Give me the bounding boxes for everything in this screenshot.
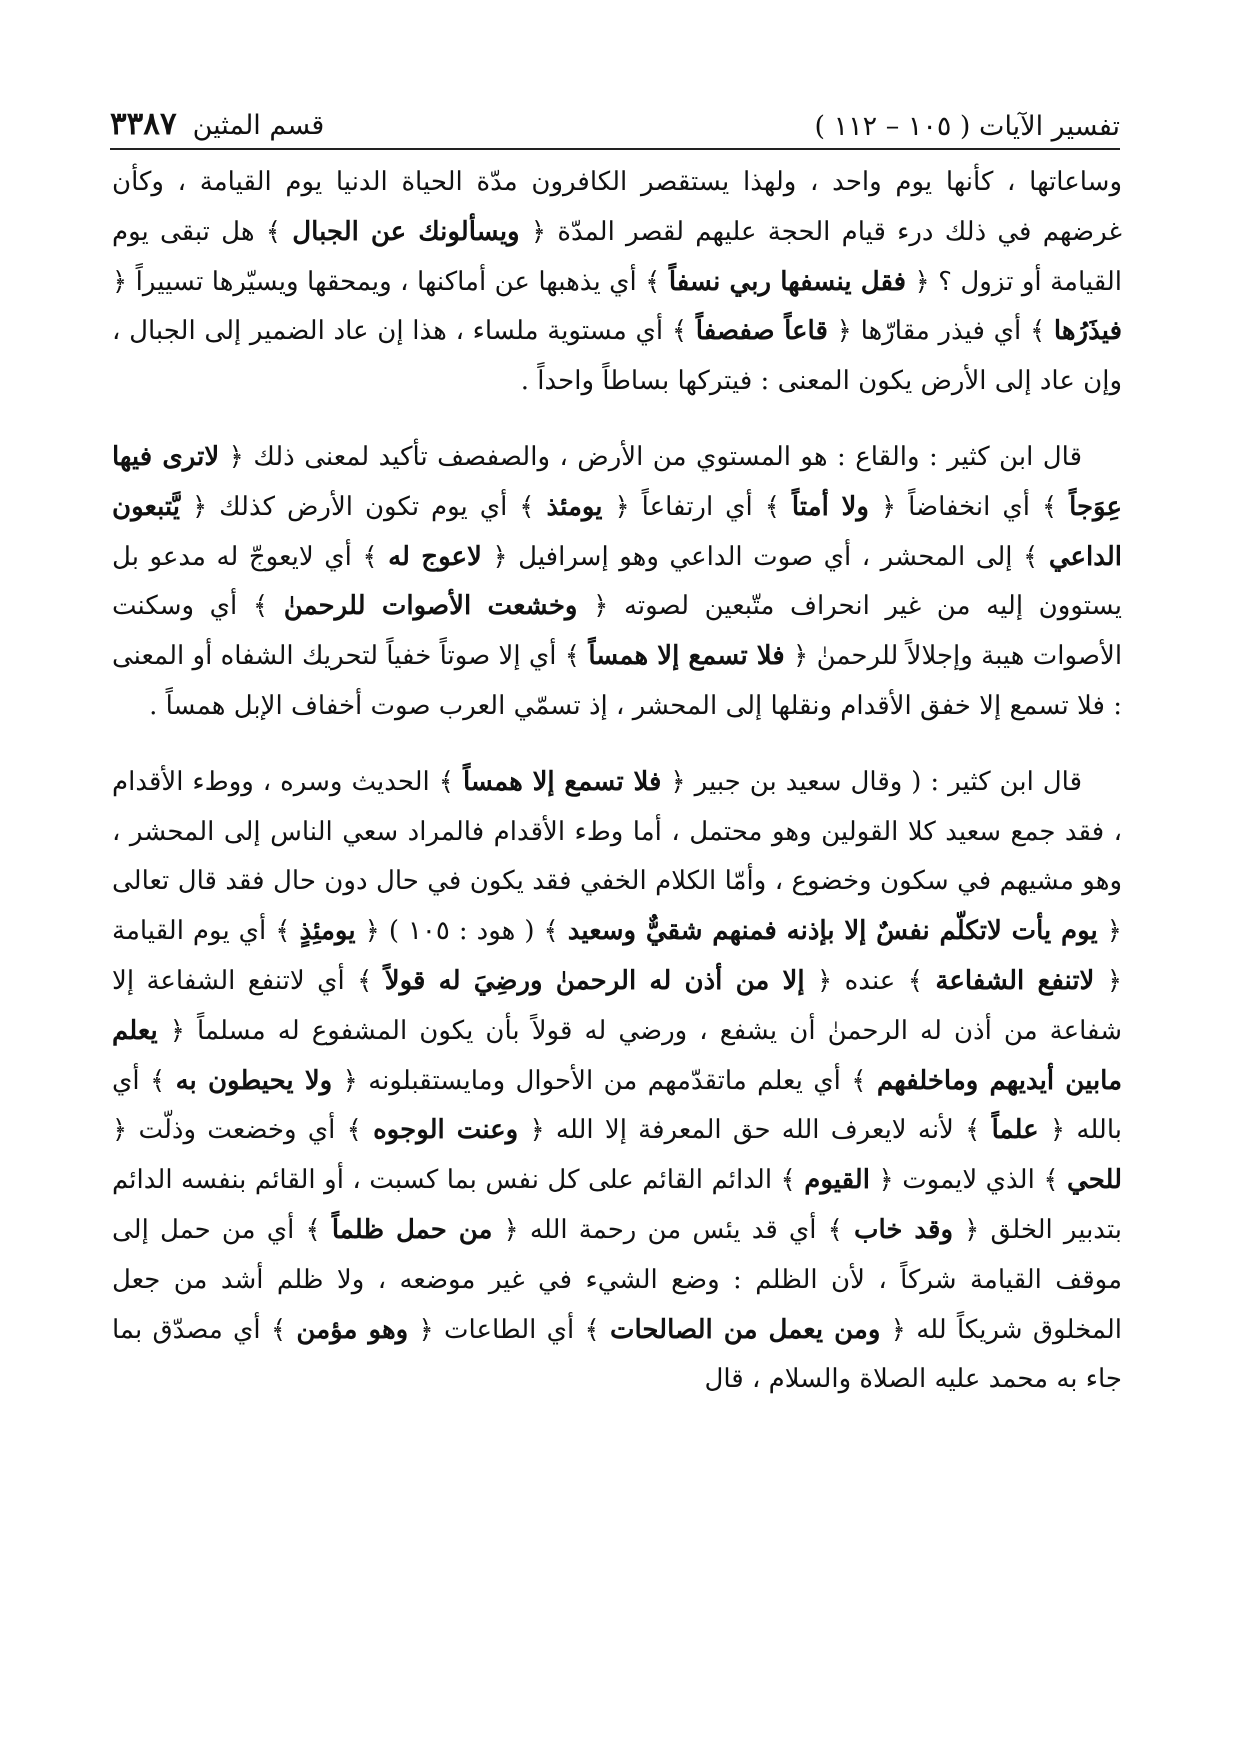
quote-text: لاعوج له (388, 541, 482, 572)
quote-text: إلا من أذن له الرحمنٰ ورضِيَ له قولاً (384, 965, 805, 996)
quote-text: لاتنفع الشفاعة (935, 965, 1095, 996)
quote-text: وخشعت الأصوات للرحمنٰ (283, 591, 578, 622)
commentary-text: أي يوم تكون الأرض كذلك (207, 491, 520, 522)
commentary-text: أي من حمل إلى موقف القيامة شركاً ، لأن الظلم : وضع الشيء في غير موضعه ، ولا ظلم أشد من جعل المخلوق شريكاً لله (112, 1214, 1123, 1345)
paragraph (112, 158, 1122, 407)
quote-open-bracket-icon: ﴿ (219, 441, 244, 472)
quote-text: فقل ينسفها ربي نسفاً (668, 266, 907, 297)
quote-text: قاعاً صفصفاً (695, 316, 828, 347)
quote-text: وهو مؤمن (296, 1314, 409, 1345)
commentary-text: أي ارتفاعاً (629, 491, 765, 522)
quran-quote (765, 492, 896, 522)
quran-quote (357, 966, 832, 996)
quote-open-bracket-icon: ﴿ (1097, 916, 1123, 947)
quote-text: فلا تسمع إلا همساً (588, 641, 785, 672)
quote-text: ويسألونك عن الجبال (292, 216, 520, 247)
header-title: تفسير الآيات ( ١٠٥ – ١١٢ ) (814, 111, 1120, 142)
commentary-text: أي وسكنت الأصوات هيبة وإجلالاً للرحمنٰ (112, 591, 1123, 672)
commentary-text: لأنه لايعرف الله حق المعرفة إلا الله (544, 1115, 966, 1146)
quote-open-bracket-icon: ﴿ (1094, 965, 1123, 996)
quote-close-bracket-icon: ﴾ (907, 965, 936, 996)
commentary-text: أي الطاعات (433, 1314, 585, 1345)
quote-close-bracket-icon: ﴾ (1029, 316, 1054, 347)
quran-quote (266, 217, 546, 247)
quote-open-bracket-icon: ﴿ (869, 1165, 894, 1196)
quote-close-bracket-icon: ﴾ (564, 641, 589, 672)
quote-close-bracket-icon: ﴾ (438, 766, 463, 797)
header-meta-group (110, 106, 324, 142)
quran-quote (828, 1215, 980, 1245)
quote-close-bracket-icon: ﴾ (851, 1065, 877, 1096)
header-rule (110, 148, 1120, 150)
quran-quote (275, 916, 380, 946)
paragraph (112, 758, 1122, 1405)
quote-open-bracket-icon: ﴿ (804, 965, 833, 996)
commentary-text: الدائم القائم على كل نفس بما كسبت ، أو القائم بنفسه الدائم بتدبير الخلق (112, 1165, 1123, 1245)
quran-quote (543, 916, 1122, 946)
quote-close-bracket-icon: ﴾ (671, 316, 696, 347)
quran-quote (253, 591, 608, 621)
quote-close-bracket-icon: ﴾ (1023, 541, 1049, 572)
quran-quote (672, 316, 852, 346)
commentary-text: أي بالله (112, 1065, 1123, 1146)
header-title-group (815, 111, 1120, 142)
quran-quote (150, 1066, 358, 1096)
quote-open-bracket-icon: ﴿ (880, 1314, 906, 1345)
commentary-text: أي مستوية ملساء ، هذا إن عاد الضمير إلى الجبال ، وإن عاد إلى الأرض يكون المعنى : فيتركها بساطاً واحداً . (112, 316, 1122, 397)
page-header (110, 86, 1120, 142)
commentary-text: أي لاتنفع الشفاعة إلا شفاعة من أذن له الرحمنٰ أن يشفع ، ورضي له قولاً بأن يكون المشفوع له مسلماً (112, 965, 1122, 1046)
quote-text: ومن يعمل من الصالحات (610, 1314, 881, 1345)
quote-text: من حمل ظلماً (331, 1214, 493, 1245)
quran-quote (519, 492, 629, 522)
quran-quote (347, 1115, 545, 1145)
quote-close-bracket-icon: ﴾ (965, 1115, 992, 1146)
quran-quote (305, 1215, 518, 1245)
header-section: قسم المثين (192, 110, 325, 141)
quote-text: ولا أمتاً (791, 491, 869, 522)
quote-open-bracket-icon: ﴿ (661, 766, 686, 797)
commentary-text: أي يعلم ماتقدّمهم من الأحوال ومايستقبلونه (357, 1065, 852, 1096)
quote-open-bracket-icon: ﴿ (519, 216, 547, 247)
commentary-text: أي قد يئس من رحمة الله (518, 1214, 828, 1245)
quote-text: يعلم مابين أيديهم وماخلفهم (112, 1015, 1123, 1096)
paragraph (112, 433, 1122, 732)
quran-quote (781, 1165, 894, 1195)
quote-text: وقد خاب (853, 1214, 954, 1245)
commentary-text: قال ابن كثير : ( وقال سعيد بن جبير (685, 766, 1083, 797)
quote-text: للحي (1067, 1165, 1123, 1196)
commentary-text: أي انخفاضاً (896, 491, 1042, 522)
quran-quote (565, 641, 809, 671)
quote-open-bracket-icon: ﴿ (408, 1314, 434, 1345)
quote-text: يَّتبعون الداعي (112, 491, 1123, 572)
quote-close-bracket-icon: ﴾ (305, 1214, 332, 1245)
quote-close-bracket-icon: ﴾ (827, 1214, 854, 1245)
quote-open-bracket-icon: ﴿ (602, 491, 630, 522)
commentary-text: أي يوم القيامة (112, 916, 276, 947)
quote-text: فيذَرُها (1053, 316, 1123, 347)
page-number: ٣٣٨٧ (110, 106, 177, 142)
quote-close-bracket-icon: ﴾ (584, 1314, 610, 1345)
quote-open-bracket-icon: ﴿ (112, 1115, 128, 1146)
quran-quote (439, 767, 686, 797)
quran-quote (965, 1115, 1065, 1145)
quote-text: يوم يأت لاتكلّم نفسٌ إلا بإذنه فمنهم شقيٌّ وسعيد (567, 916, 1098, 947)
commentary-text: أي لايعوجّ له مدعو بل يستوون إليه من غير انحراف متّبعين لصوته (112, 541, 1123, 622)
quote-text: وعنت الوجوه (373, 1115, 519, 1146)
commentary-text: أي وخضعت وذلّت (127, 1115, 347, 1146)
quote-text: القيوم (804, 1165, 870, 1196)
commentary-text: هل تبقى يوم القيامة أو تزول ؟ (112, 216, 1123, 297)
quote-text: لاترى فيها عِوَجاً (112, 441, 1123, 522)
commentary-text: إلى المحشر ، أي صوت الداعي وهو إسرافيل (507, 541, 1024, 572)
quran-quote (362, 542, 507, 572)
quote-open-bracket-icon: ﴿ (953, 1214, 980, 1245)
quote-text: يومئذ (546, 491, 603, 522)
commentary-text: الذي لايموت (893, 1165, 1044, 1196)
quote-open-bracket-icon: ﴿ (492, 1214, 519, 1245)
quote-open-bracket-icon: ﴿ (784, 641, 809, 672)
quote-close-bracket-icon: ﴾ (519, 491, 547, 522)
quote-text: علماً (991, 1115, 1039, 1146)
quote-close-bracket-icon: ﴾ (1043, 1165, 1068, 1196)
quote-open-bracket-icon: ﴿ (355, 916, 380, 947)
quote-open-bracket-icon: ﴿ (332, 1065, 358, 1096)
commentary-text: عنده (832, 965, 908, 996)
quote-close-bracket-icon: ﴾ (362, 541, 389, 572)
commentary-text: ( هود : ١٠٥ ) (379, 916, 544, 947)
quote-text: يومئِذٍ (299, 916, 356, 947)
text-body (112, 158, 1122, 1405)
quote-close-bracket-icon: ﴾ (1041, 491, 1070, 522)
quote-open-bracket-icon: ﴿ (157, 1015, 185, 1046)
commentary-text: الحديث وسره ، ووطء الأقدام ، فقد جمع سعيد كلا القولين وهو محتمل ، أما وطء الأقدام فالمراد سعي الناس إلى المحشر ، وهو مشيهم في سكون وخضوع ، وأمّا الكلام الخفي فقد يكون في حال دون حال فقد قال تعالى (112, 766, 1122, 897)
quote-close-bracket-icon: ﴾ (764, 491, 792, 522)
quote-close-bracket-icon: ﴾ (149, 1065, 176, 1096)
quote-open-bracket-icon: ﴿ (868, 491, 897, 522)
quote-close-bracket-icon: ﴾ (346, 1115, 374, 1146)
quote-close-bracket-icon: ﴾ (543, 916, 568, 947)
quran-quote (908, 966, 1122, 996)
quote-close-bracket-icon: ﴾ (780, 1165, 805, 1196)
commentary-text: أي فيذر مقارّها (851, 316, 1030, 347)
quote-open-bracket-icon: ﴿ (577, 591, 609, 622)
quote-close-bracket-icon: ﴾ (252, 591, 284, 622)
commentary-text: قال ابن كثير : والقاع : هو المستوي من الأرض ، والصفصف تأكيد لمعنى ذلك (243, 441, 1082, 472)
quote-open-bracket-icon: ﴿ (481, 541, 508, 572)
quote-close-bracket-icon: ﴾ (275, 916, 300, 947)
quote-close-bracket-icon: ﴾ (270, 1314, 297, 1345)
quote-open-bracket-icon: ﴿ (1038, 1115, 1066, 1146)
quote-open-bracket-icon: ﴿ (180, 491, 208, 522)
commentary-text: أي مصدّق بما جاء به محمد عليه الصلاة والسلام ، قال (112, 1314, 1122, 1395)
quote-open-bracket-icon: ﴿ (827, 316, 852, 347)
quote-open-bracket-icon: ﴿ (518, 1115, 545, 1146)
commentary-text: أي يذهبها عن أماكنها ، ويمحقها ويسيّرها تسييراً (127, 266, 646, 297)
quote-close-bracket-icon: ﴾ (357, 965, 385, 996)
quote-text: فلا تسمع إلا همساً (462, 766, 662, 797)
commentary-text: وساعاتها ، كأنها يوم واحد ، ولهذا يستقصر الكافرون مدّة الحياة الدنيا يوم القيامة ، وكأن غرضهم في ذلك درء قيام الحجة عليهم لقصر المدّة (112, 167, 1123, 247)
quote-close-bracket-icon: ﴾ (265, 216, 293, 247)
quran-quote (271, 1315, 434, 1345)
quran-quote (645, 267, 930, 297)
quran-quote (584, 1315, 905, 1345)
quote-open-bracket-icon: ﴿ (906, 266, 930, 297)
commentary-text: أي إلا صوتاً خفياً لتحريك الشفاه أو المعنى : فلا تسمع إلا خفق الأقدام ونقلها إلى المحشر ، إذ تسمّي العرب صوت أخفاف الإبل همساً . (112, 641, 1122, 721)
quote-close-bracket-icon: ﴾ (645, 266, 669, 297)
quote-text: ولا يحيطون به (175, 1065, 333, 1096)
quote-open-bracket-icon: ﴿ (112, 266, 128, 297)
